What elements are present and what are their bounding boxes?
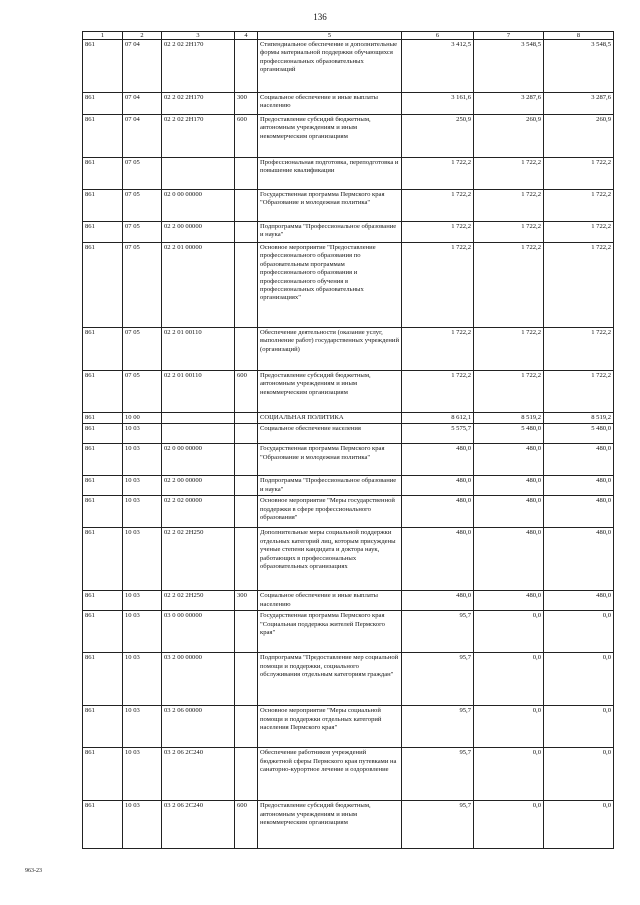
amount-year3-cell: 260,9	[544, 115, 614, 158]
page-number: 136	[313, 12, 327, 22]
expense-type-cell	[235, 444, 258, 476]
amount-year2-cell: 8 519,2	[474, 413, 544, 424]
article-code-cell: 02 2 02 00000	[162, 496, 235, 528]
expense-type-cell	[235, 611, 258, 653]
section-code-cell: 07 05	[123, 222, 162, 243]
table-row	[83, 40, 614, 93]
budget-code-cell: 861	[83, 801, 123, 849]
article-code-cell: 02 2 02 2Н170	[162, 115, 235, 158]
section-code-cell: 10 03	[123, 591, 162, 611]
article-code-cell: 02 2 02 2Н250	[162, 528, 235, 591]
budget-code-cell: 861	[83, 115, 123, 158]
amount-year3-cell: 3 548,5	[544, 40, 614, 93]
article-code-cell: 02 0 00 00000	[162, 444, 235, 476]
table-row	[83, 476, 614, 496]
expense-type-cell	[235, 528, 258, 591]
amount-year2-cell: 480,0	[474, 476, 544, 496]
amount-year2-cell: 0,0	[474, 801, 544, 849]
header-cell: 1	[83, 32, 123, 40]
item-name-cell: Профессиональная подготовка, переподготовка и повышение квалификации	[258, 158, 402, 190]
budget-code-cell: 861	[83, 93, 123, 115]
amount-year2-cell: 480,0	[474, 528, 544, 591]
header-cell: 6	[402, 32, 474, 40]
article-code-cell: 02 2 02 2Н170	[162, 93, 235, 115]
expense-type-cell: 300	[235, 93, 258, 115]
amount-year1-cell: 95,7	[402, 706, 474, 748]
table-row	[83, 653, 614, 706]
amount-year1-cell: 1 722,2	[402, 190, 474, 222]
amount-year2-cell: 0,0	[474, 706, 544, 748]
section-code-cell: 07 05	[123, 328, 162, 371]
item-name-cell: Подпрограмма "Предоставление мер социальной помощи и поддержки, социального обслуживания отдельным категориям граждан"	[258, 653, 402, 706]
amount-year1-cell: 5 575,7	[402, 424, 474, 444]
table-row	[83, 706, 614, 748]
item-name-cell: Социальное обеспечение населения	[258, 424, 402, 444]
amount-year2-cell: 480,0	[474, 496, 544, 528]
amount-year1-cell: 95,7	[402, 653, 474, 706]
section-code-cell: 07 04	[123, 93, 162, 115]
table-row	[83, 424, 614, 444]
budget-code-cell: 861	[83, 328, 123, 371]
table-row	[83, 528, 614, 591]
budget-code-cell: 861	[83, 424, 123, 444]
budget-code-cell: 861	[83, 528, 123, 591]
section-code-cell: 10 03	[123, 528, 162, 591]
amount-year1-cell: 1 722,2	[402, 158, 474, 190]
amount-year1-cell: 480,0	[402, 591, 474, 611]
amount-year2-cell: 1 722,2	[474, 190, 544, 222]
expense-type-cell	[235, 190, 258, 222]
amount-year1-cell: 95,7	[402, 748, 474, 801]
section-code-cell: 07 04	[123, 40, 162, 93]
section-code-cell: 07 05	[123, 243, 162, 328]
amount-year3-cell: 1 722,2	[544, 328, 614, 371]
budget-code-cell: 861	[83, 476, 123, 496]
expense-type-cell	[235, 243, 258, 328]
expense-type-cell	[235, 424, 258, 444]
table-row	[83, 115, 614, 158]
expense-type-cell	[235, 748, 258, 801]
section-code-cell: 10 03	[123, 496, 162, 528]
budget-code-cell: 861	[83, 444, 123, 476]
section-code-cell: 10 03	[123, 476, 162, 496]
table-row	[83, 93, 614, 115]
article-code-cell: 02 2 00 00000	[162, 476, 235, 496]
article-code-cell: 02 2 01 00000	[162, 243, 235, 328]
article-code-cell: 03 2 00 00000	[162, 653, 235, 706]
expense-type-cell: 600	[235, 371, 258, 413]
item-name-cell: Стипендиальное обеспечение и дополнительные формы материальной поддержки обучающихся профессиональных образовательных организаций	[258, 40, 402, 93]
section-code-cell: 10 03	[123, 653, 162, 706]
budget-code-cell: 861	[83, 653, 123, 706]
table-body	[83, 40, 614, 849]
budget-code-cell: 861	[83, 190, 123, 222]
amount-year3-cell: 0,0	[544, 748, 614, 801]
table-row	[83, 496, 614, 528]
budget-code-cell: 861	[83, 371, 123, 413]
table-row	[83, 591, 614, 611]
section-code-cell: 10 03	[123, 706, 162, 748]
section-code-cell: 10 03	[123, 444, 162, 476]
expense-type-cell	[235, 706, 258, 748]
amount-year3-cell: 3 287,6	[544, 93, 614, 115]
amount-year3-cell: 1 722,2	[544, 243, 614, 328]
item-name-cell: Обеспечение деятельности (оказание услуг, выполнение работ) государственных учреждений (организаций)	[258, 328, 402, 371]
amount-year1-cell: 8 612,1	[402, 413, 474, 424]
item-name-cell: Основное мероприятие "Предоставление профессионального образования по образовательным программам профессионального образования и профессионального обучения в профессиональных образовательных организациях"	[258, 243, 402, 328]
expense-type-cell	[235, 222, 258, 243]
amount-year3-cell: 480,0	[544, 528, 614, 591]
amount-year1-cell: 480,0	[402, 476, 474, 496]
amount-year1-cell: 480,0	[402, 444, 474, 476]
item-name-cell: Государственная программа Пермского края "Образование и молодежная политика"	[258, 190, 402, 222]
header-cell: 5	[258, 32, 402, 40]
amount-year3-cell: 0,0	[544, 653, 614, 706]
expense-type-cell: 300	[235, 591, 258, 611]
amount-year1-cell: 250,9	[402, 115, 474, 158]
table-row	[83, 748, 614, 801]
budget-code-cell: 861	[83, 611, 123, 653]
amount-year2-cell: 1 722,2	[474, 371, 544, 413]
amount-year2-cell: 1 722,2	[474, 328, 544, 371]
article-code-cell: 02 2 01 00110	[162, 371, 235, 413]
expense-type-cell	[235, 476, 258, 496]
budget-code-cell: 861	[83, 591, 123, 611]
header-cell: 7	[474, 32, 544, 40]
amount-year1-cell: 1 722,2	[402, 243, 474, 328]
amount-year2-cell: 0,0	[474, 611, 544, 653]
amount-year1-cell: 480,0	[402, 528, 474, 591]
amount-year1-cell: 3 161,6	[402, 93, 474, 115]
amount-year3-cell: 8 519,2	[544, 413, 614, 424]
expense-type-cell	[235, 40, 258, 93]
article-code-cell	[162, 413, 235, 424]
item-name-cell: Государственная программа Пермского края "Образование и молодежная политика"	[258, 444, 402, 476]
header-cell: 3	[162, 32, 235, 40]
article-code-cell	[162, 158, 235, 190]
budget-code-cell: 861	[83, 496, 123, 528]
amount-year3-cell: 0,0	[544, 706, 614, 748]
article-code-cell	[162, 424, 235, 444]
amount-year3-cell: 1 722,2	[544, 371, 614, 413]
article-code-cell: 03 2 06 00000	[162, 706, 235, 748]
expense-type-cell	[235, 328, 258, 371]
expense-type-cell: 600	[235, 801, 258, 849]
amount-year3-cell: 480,0	[544, 591, 614, 611]
amount-year3-cell: 0,0	[544, 611, 614, 653]
item-name-cell: Социальное обеспечение и иные выплаты населению	[258, 93, 402, 115]
article-code-cell: 02 2 00 00000	[162, 222, 235, 243]
amount-year2-cell: 3 287,6	[474, 93, 544, 115]
table-row	[83, 158, 614, 190]
budget-code-cell: 861	[83, 748, 123, 801]
item-name-cell: Предоставление субсидий бюджетным, автономным учреждениям и иным некоммерческим организациям	[258, 801, 402, 849]
amount-year2-cell: 0,0	[474, 653, 544, 706]
amount-year2-cell: 3 548,5	[474, 40, 544, 93]
amount-year3-cell: 480,0	[544, 444, 614, 476]
item-name-cell: Предоставление субсидий бюджетным, автономным учреждениям и иным некоммерческим организациям	[258, 371, 402, 413]
item-name-cell: Государственная программа Пермского края "Социальная поддержка жителей Пермского края"	[258, 611, 402, 653]
table-row	[83, 801, 614, 849]
expense-type-cell	[235, 158, 258, 190]
article-code-cell: 03 2 06 2С240	[162, 748, 235, 801]
article-code-cell: 02 2 01 00110	[162, 328, 235, 371]
budget-table	[82, 31, 614, 849]
amount-year1-cell: 1 722,2	[402, 328, 474, 371]
section-code-cell: 10 03	[123, 611, 162, 653]
footer-code: 963-23	[25, 868, 42, 874]
item-name-cell: Подпрограмма "Профессиональное образование и наука"	[258, 476, 402, 496]
amount-year2-cell: 480,0	[474, 591, 544, 611]
expense-type-cell: 600	[235, 115, 258, 158]
amount-year3-cell: 480,0	[544, 496, 614, 528]
item-name-cell: СОЦИАЛЬНАЯ ПОЛИТИКА	[258, 413, 402, 424]
item-name-cell: Основное мероприятие "Меры государственной поддержки в сфере профессионального образования"	[258, 496, 402, 528]
amount-year2-cell: 260,9	[474, 115, 544, 158]
item-name-cell: Предоставление субсидий бюджетным, автономным учреждениям и иным некоммерческим организациям	[258, 115, 402, 158]
budget-code-cell: 861	[83, 158, 123, 190]
amount-year3-cell: 5 480,0	[544, 424, 614, 444]
amount-year3-cell: 480,0	[544, 476, 614, 496]
amount-year2-cell: 0,0	[474, 748, 544, 801]
section-code-cell: 07 05	[123, 158, 162, 190]
amount-year3-cell: 0,0	[544, 801, 614, 849]
table-row	[83, 413, 614, 424]
expense-type-cell	[235, 413, 258, 424]
item-name-cell: Обеспечение работников учреждений бюджетной сферы Пермского края путевками на санаторно-курортное лечение и оздоровление	[258, 748, 402, 801]
amount-year1-cell: 1 722,2	[402, 222, 474, 243]
section-code-cell: 10 03	[123, 748, 162, 801]
table-row	[83, 611, 614, 653]
table-row	[83, 444, 614, 476]
budget-code-cell: 861	[83, 222, 123, 243]
amount-year3-cell: 1 722,2	[544, 158, 614, 190]
budget-code-cell: 861	[83, 413, 123, 424]
amount-year1-cell: 480,0	[402, 496, 474, 528]
article-code-cell: 02 0 00 00000	[162, 190, 235, 222]
amount-year3-cell: 1 722,2	[544, 190, 614, 222]
table-row	[83, 190, 614, 222]
article-code-cell: 03 0 00 00000	[162, 611, 235, 653]
item-name-cell: Основное мероприятие "Меры социальной помощи и поддержки отдельных категорий населения Пермского края"	[258, 706, 402, 748]
table-row	[83, 222, 614, 243]
item-name-cell: Социальное обеспечение и иные выплаты населению	[258, 591, 402, 611]
header-row	[83, 32, 614, 40]
article-code-cell: 02 2 02 2Н170	[162, 40, 235, 93]
section-code-cell: 07 05	[123, 371, 162, 413]
table-row	[83, 371, 614, 413]
budget-code-cell: 861	[83, 40, 123, 93]
amount-year1-cell: 95,7	[402, 801, 474, 849]
budget-code-cell: 861	[83, 706, 123, 748]
amount-year1-cell: 3 412,5	[402, 40, 474, 93]
amount-year3-cell: 1 722,2	[544, 222, 614, 243]
amount-year1-cell: 1 722,2	[402, 371, 474, 413]
table-row	[83, 243, 614, 328]
section-code-cell: 10 03	[123, 801, 162, 849]
amount-year2-cell: 1 722,2	[474, 222, 544, 243]
article-code-cell: 03 2 06 2С240	[162, 801, 235, 849]
article-code-cell: 02 2 02 2Н250	[162, 591, 235, 611]
budget-code-cell: 861	[83, 243, 123, 328]
amount-year1-cell: 95,7	[402, 611, 474, 653]
amount-year2-cell: 1 722,2	[474, 243, 544, 328]
section-code-cell: 10 03	[123, 424, 162, 444]
amount-year2-cell: 1 722,2	[474, 158, 544, 190]
item-name-cell: Подпрограмма "Профессиональное образование и наука"	[258, 222, 402, 243]
section-code-cell: 07 05	[123, 190, 162, 222]
amount-year2-cell: 5 480,0	[474, 424, 544, 444]
header-cell: 2	[123, 32, 162, 40]
table-row	[83, 328, 614, 371]
expense-type-cell	[235, 496, 258, 528]
amount-year2-cell: 480,0	[474, 444, 544, 476]
section-code-cell: 07 04	[123, 115, 162, 158]
section-code-cell: 10 00	[123, 413, 162, 424]
header-cell: 8	[544, 32, 614, 40]
header-cell: 4	[235, 32, 258, 40]
expense-type-cell	[235, 653, 258, 706]
item-name-cell: Дополнительные меры социальной поддержки отдельных категорий лиц, которым присуждены ученые степени кандидата и доктора наук, работающих в профессиональных образовательных организациях	[258, 528, 402, 591]
